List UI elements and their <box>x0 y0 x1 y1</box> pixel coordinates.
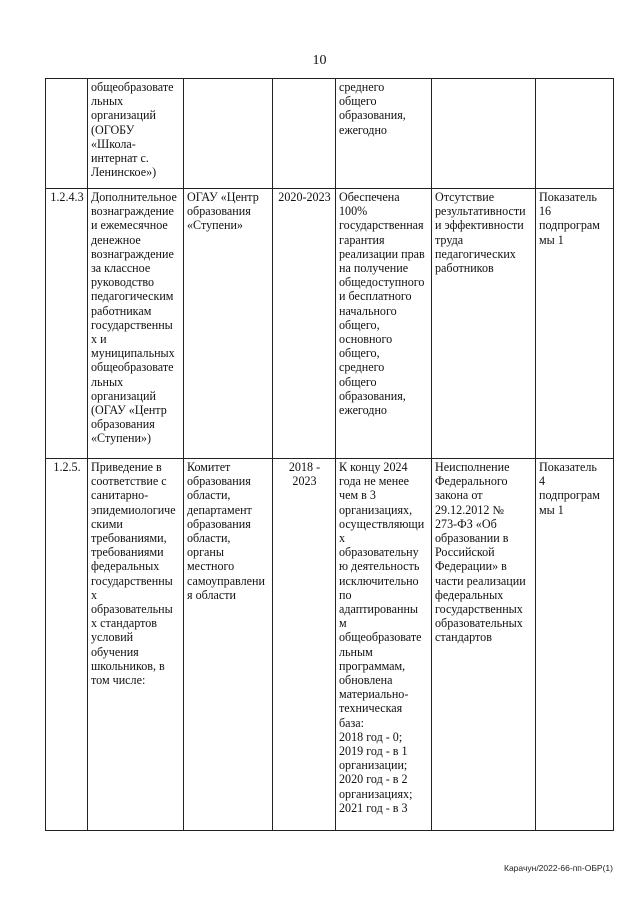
cell-indicator-link: Показатель 4 подпрограм мы 1 <box>536 459 614 831</box>
cell-consequence <box>432 79 536 189</box>
cell-measure-name: общеобразовате льных организаций (ОГОБУ «Школа- интернат с. Ленинское») <box>88 79 184 189</box>
program-measures-table <box>45 78 614 831</box>
cell-expected-result: К концу 2024 года не менее чем в 3 организациях, осуществляющи х образовательну ю деятельность исключительно по адаптированны м общеобразовате льным программам, обновлена материально- техническая база: 2018 год - 0; 2019 год - в 1 организации; 2020 год - в 2 организациях; 2021 год - в 3 <box>336 459 432 831</box>
table-row <box>46 79 614 189</box>
table-row <box>46 459 614 831</box>
cell-consequence: Неисполнение Федерального закона от 29.12.2012 № 273-ФЗ «Об образовании в Российской Федерации» в части реализации федеральных государственных образовательных стандартов <box>432 459 536 831</box>
cell-executor: Комитет образования области, департамент образования области, органы местного самоуправлени я области <box>184 459 273 831</box>
document-stamp: Карачун/2022-66-пп-ОБР(1) <box>504 863 613 873</box>
cell-period: 2020-2023 <box>273 189 336 459</box>
cell-measure-name: Дополнительное вознаграждение и ежемесячное денежное вознаграждение за классное руководство педагогическим работникам государственны х и муниципальных общеобразовате льных организаций (ОГАУ «Центр образования «Ступени») <box>88 189 184 459</box>
page-number: 10 <box>312 53 327 68</box>
cell-expected-result: среднего общего образования, ежегодно <box>336 79 432 189</box>
cell-number <box>46 79 88 189</box>
cell-measure-name: Приведение в соответствие с санитарно- эпидемиологиче скими требованиями, требованиями федеральных государственны х образовательны х стандартов условий обучения школьников, в том числе: <box>88 459 184 831</box>
cell-executor <box>184 79 273 189</box>
cell-executor: ОГАУ «Центр образования «Ступени» <box>184 189 273 459</box>
cell-indicator-link: Показатель 16 подпрограм мы 1 <box>536 189 614 459</box>
cell-number: 1.2.5. <box>46 459 88 831</box>
cell-indicator-link <box>536 79 614 189</box>
cell-period: 2018 - 2023 <box>273 459 336 831</box>
cell-period <box>273 79 336 189</box>
table-row <box>46 189 614 459</box>
cell-consequence: Отсутствие результативности и эффективности труда педагогических работников <box>432 189 536 459</box>
cell-expected-result: Обеспечена 100% государственная гарантия реализации прав на получение общедоступного и бесплатного начального общего, основного общего, среднего общего образования, ежегодно <box>336 189 432 459</box>
cell-number: 1.2.4.3 <box>46 189 88 459</box>
